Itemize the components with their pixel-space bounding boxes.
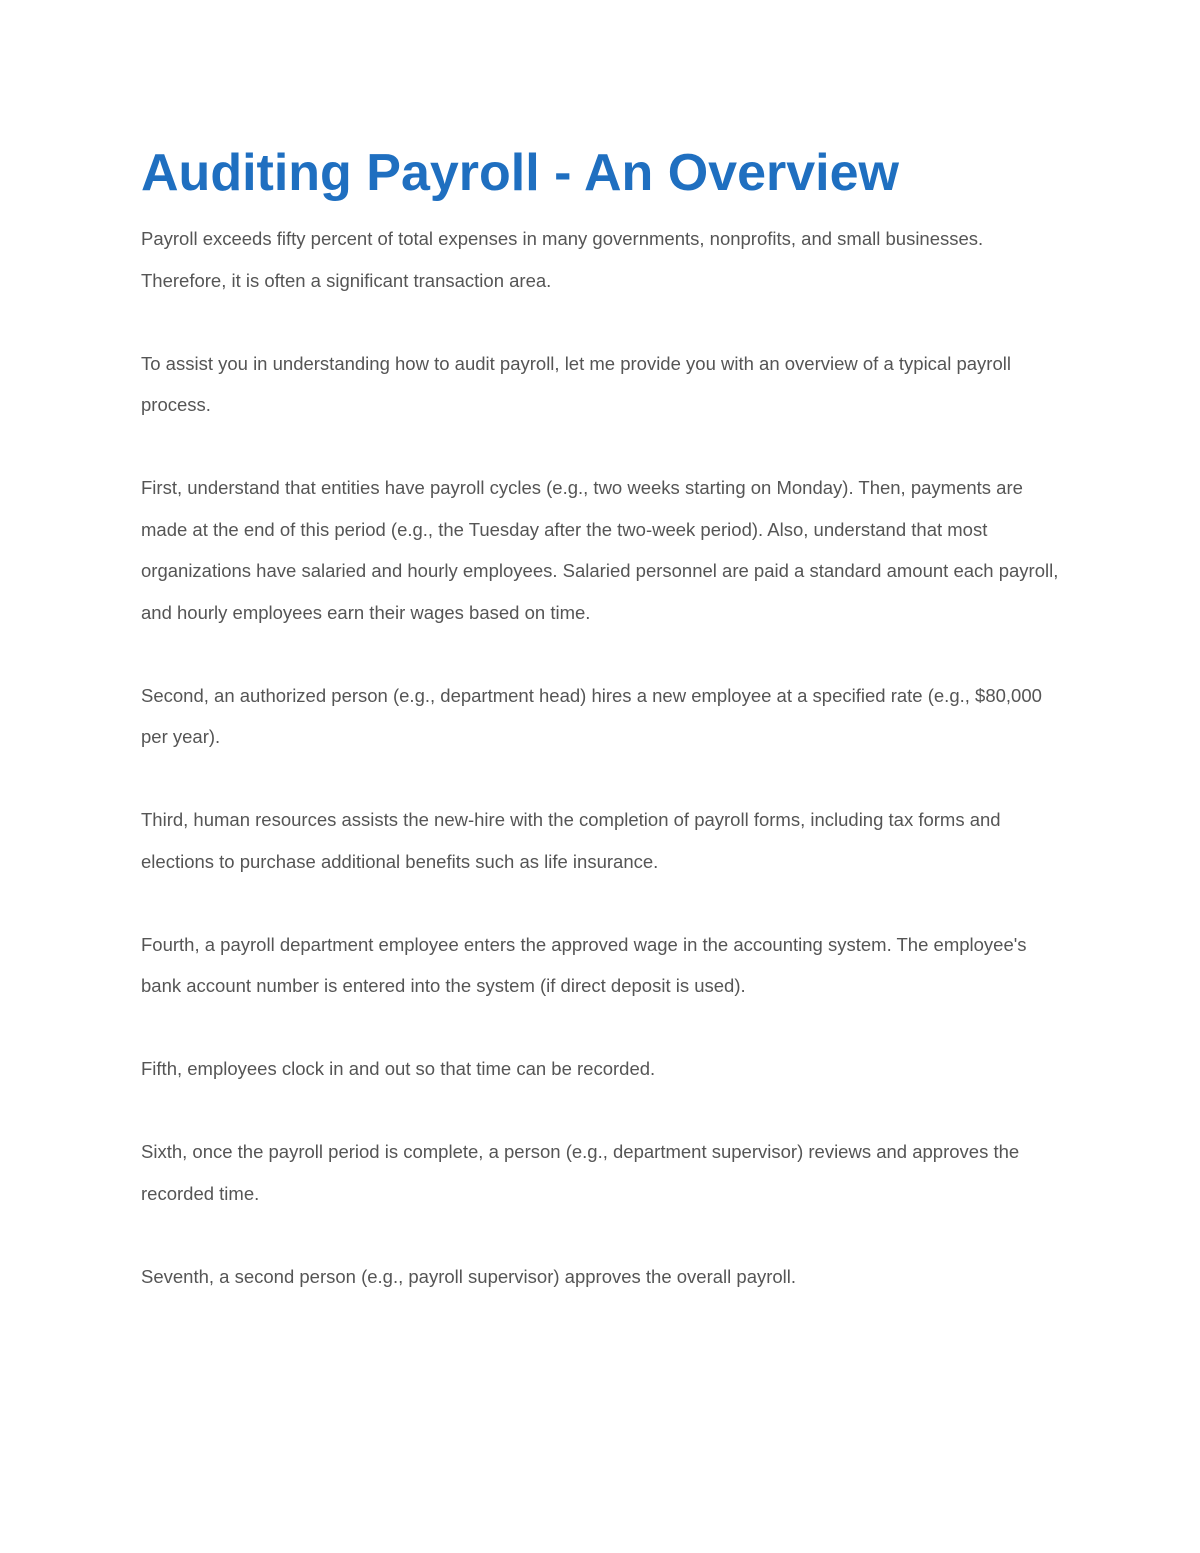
- paragraph-sixth-step: Sixth, once the payroll period is complete, a person (e.g., department supervisor) reviews and approves the recorded time.: [141, 1141, 1020, 1204]
- paragraph-intro: Payroll exceeds fifty percent of total expenses in many governments, nonprofits, and small businesses. Therefore, it is often a significant transaction area.: [141, 228, 984, 291]
- paragraph-first-step: First, understand that entities have payroll cycles (e.g., two weeks starting on Monday). Then, payments are made at the end of this period (e.g., the Tuesday after the two-week period). Also, understand that most organizations have salaried and hourly employees. Salaried personnel are paid a standard amount each payroll, and hourly employees earn their wages based on time.: [141, 477, 1059, 623]
- paragraph-overview: To assist you in understanding how to audit payroll, let me provide you with an overview of a typical payroll process.: [141, 352, 1011, 415]
- paragraph-seventh-step: Seventh, a second person (e.g., payroll supervisor) approves the overall payroll.: [141, 1265, 797, 1287]
- paragraph-third-step: Third, human resources assists the new-hire with the completion of payroll forms, including tax forms and elections to purchase additional benefits such as life insurance.: [141, 809, 1001, 872]
- document-content: [141, 138, 1061, 1339]
- paragraph-fourth-step: Fourth, a payroll department employee enters the approved wage in the accounting system. The employee's bank account number is entered into the system (if direct deposit is used).: [141, 933, 1027, 996]
- paragraph-fifth-step: Fifth, employees clock in and out so that time can be recorded.: [141, 1058, 656, 1079]
- document-title: Auditing Payroll - An Overview: [141, 144, 899, 202]
- paragraph-second-step: Second, an authorized person (e.g., department head) hires a new employee at a specified rate (e.g., $80,000 per year).: [141, 684, 1042, 747]
